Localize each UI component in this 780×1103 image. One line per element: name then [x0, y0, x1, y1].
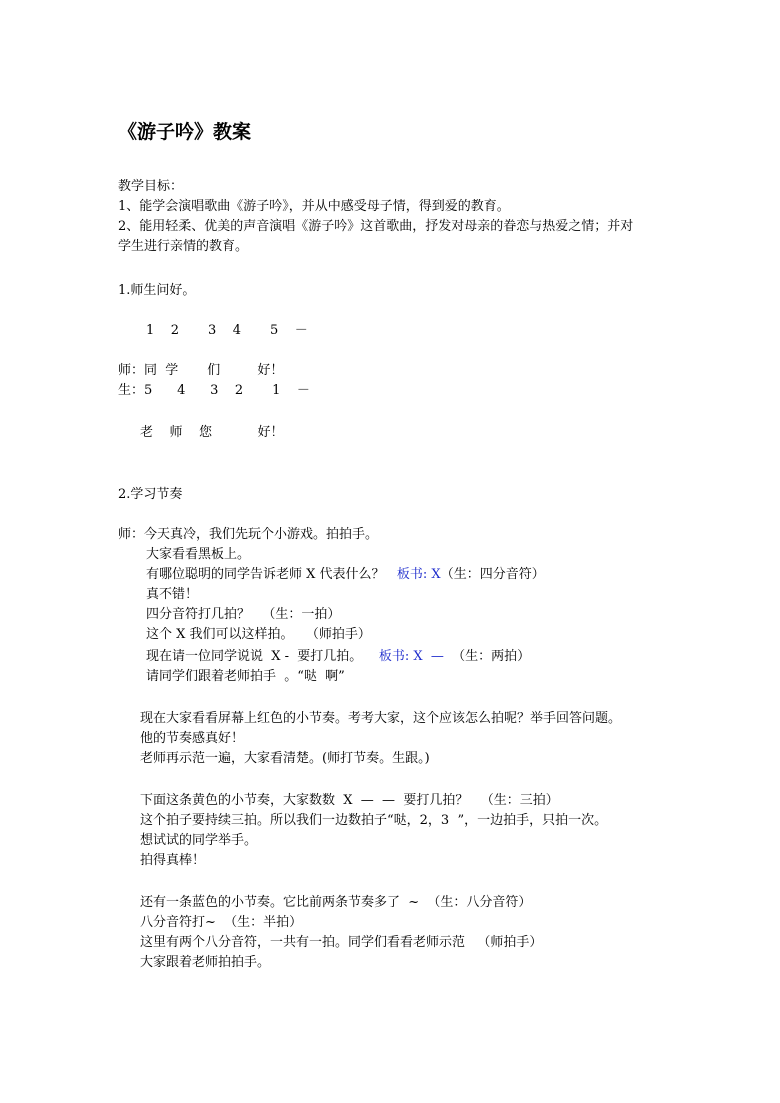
dialogue-line: 大家看看黑板上。: [146, 547, 251, 562]
notes-line: 生：5 4 3 2 1 －: [118, 383, 310, 398]
objective-item: 1、能学会演唱歌曲《游子吟》，并从中感受母子情，得到爱的教育。: [118, 199, 510, 214]
dialogue-line: 这个 X 我们可以这样拍。 （师拍手）: [146, 627, 371, 642]
paragraph-line: 老师再示范一遍，大家看清楚。(师打节奏。生跟。): [140, 751, 430, 766]
paragraph-line: 这里有两个八分音符，一共有一拍。同学们看看老师示范 （师拍手）: [140, 935, 543, 950]
blackboard-note: 板书: X —: [378, 649, 444, 664]
paragraph-line: 拍得真棒！: [140, 853, 206, 868]
section1-heading: 1.师生问好。: [118, 283, 196, 298]
objectives-heading: 教学目标：: [118, 179, 184, 194]
dialogue-line: 师：今天真冷，我们先玩个小游戏。拍拍手。: [118, 527, 379, 542]
document-title: 《游子吟》教案: [118, 121, 252, 143]
dialogue-line: 有哪位聪明的同学告诉老师 X 代表什么？ 板书: X（生：四分音符）: [146, 567, 545, 582]
paragraph-line: 大家跟着老师拍拍手。: [140, 955, 271, 970]
paragraph-line: 他的节奏感真好！: [140, 731, 245, 746]
paragraph-line: 这个拍子要持续三拍。所以我们一边数拍子“哒，2，3 ”，一边拍手，只拍一次。: [140, 813, 608, 828]
dialogue-line: 现在请一位同学说说 X - 要打几拍。 板书: X — （生：两拍）: [146, 649, 531, 664]
paragraph-line: 还有一条蓝色的小节奏。它比前两条节奏多了 ~ （生：八分音符）: [140, 895, 532, 910]
paragraph-line: 现在大家看看屏幕上红色的小节奏。考考大家，这个应该怎么拍呢？举手回答问题。: [140, 711, 622, 726]
lyrics-student: 老 师 您 好！: [140, 425, 284, 440]
objective-item: 2、能用轻柔、优美的声音演唱《游子吟》这首歌曲，抒发对母亲的眷恋与热爱之情；并对: [118, 219, 634, 234]
dialogue-line: 请同学们跟着老师拍手 。“哒 啊”: [146, 669, 345, 684]
objective-item: 学生进行亲情的教育。: [118, 239, 249, 254]
dialogue-line: 四分音符打几拍？ （生：一拍）: [146, 607, 341, 622]
section2-heading: 2.学习节奏: [118, 487, 183, 502]
dialogue-line: 真不错！: [146, 587, 199, 602]
blackboard-note: 板书: X: [396, 567, 441, 582]
lyrics-teacher: 师：同 学 们 好！: [118, 363, 284, 378]
paragraph-line: 八分音符打~ （生：半拍）: [140, 915, 303, 930]
paragraph-line: 想试试的同学举手。: [140, 833, 258, 848]
paragraph-line: 下面这条黄色的小节奏，大家数数 X — — 要打几拍？ （生：三拍）: [140, 793, 559, 808]
notes-line: 1 2 3 4 5 －: [146, 323, 308, 338]
